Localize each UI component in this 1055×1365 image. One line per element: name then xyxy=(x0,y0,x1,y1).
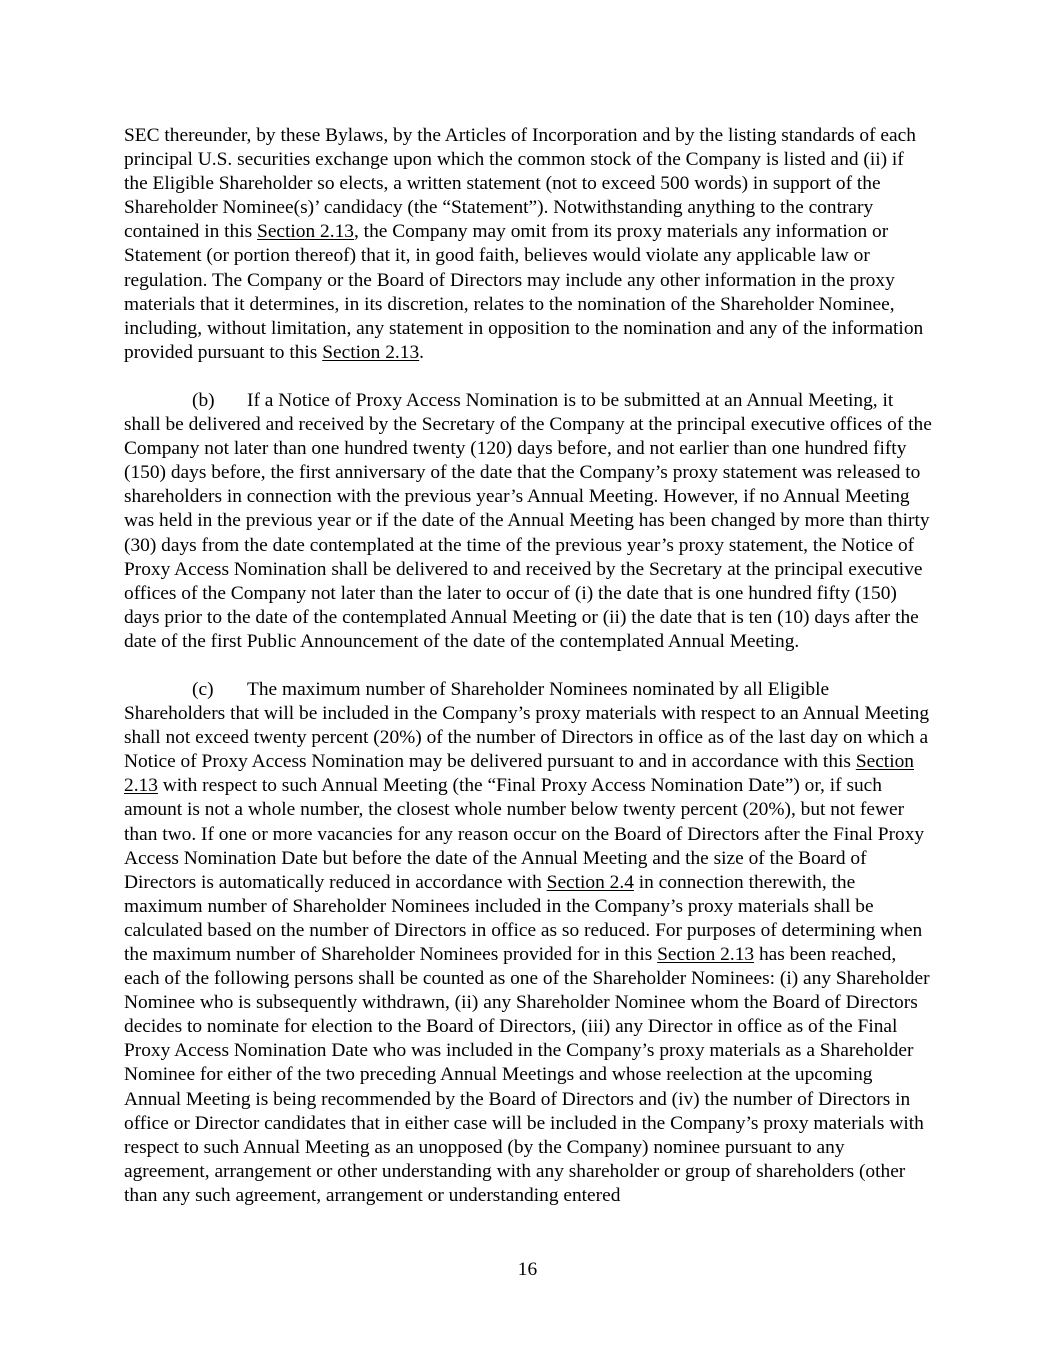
paragraph-marker: (b) xyxy=(192,389,215,411)
text-segment: , the Company may omit from its proxy materials any information or Statement (or portion thereof) that it, in good faith, believes would violate any applicable law or regulation. The Company or the Board of Directors may include any other information in the proxy materials that it determines, in its discretion, relates to the nomination of the Shareholder Nominee, including, without limitation, any statement in opposition to the nomination and any of the information provided pursuant to this xyxy=(124,221,924,363)
document-page xyxy=(124,124,932,1232)
text-segment: If a Notice of Proxy Access Nomination is to be submitted at an Annual Meeting, it shall be delivered and received by the Secretary of the Company at the principal executive offices of the Company not later than one hundred twenty (120) days before, and not earlier than one hundred fifty (150) days before, the first anniversary of the date that the Company’s proxy statement was released to shareholders in connection with the previous year’s Annual Meeting. However, if no Annual Meeting was held in the previous year or if the date of the Annual Meeting has been changed by more than thirty (30) days from the date contemplated at the time of the previous year’s proxy statement, the Notice of Proxy Access Nomination shall be delivered to and received by the Secretary at the principal executive offices of the Company not later than the later to occur of (i) the date that is one hundred fifty (150) days prior to the date of the contemplated Annual Meeting or (ii) the date that is ten (10) days after the date of the first Public Announcement of the date of the contemplated Annual Meeting. xyxy=(124,389,932,652)
text-segment: in connection therewith, the maximum number of Shareholder Nominees included in the Company’s proxy materials shall be calculated based on the number of Directors in office as so reduced. For purposes of determining when the maximum number of Shareholder Nominees provided for in this xyxy=(124,871,923,965)
section-reference: Section 2.13 xyxy=(322,341,420,363)
text-segment: SEC thereunder, by these Bylaws, by the Articles of Incorporation and by the listing standards of each principal U.S. securities exchange upon which the common stock of the Company is listed and (ii) if the Eligible Shareholder so elects, a written statement (not to exceed 500 words) in support of the Shareholder Nominee(s)’ candidacy (the “Statement”). Notwithstanding anything to the contrary contained in this xyxy=(124,125,916,243)
section-reference: Section 2.4 xyxy=(546,871,634,893)
paragraph-c xyxy=(124,678,932,1208)
paragraph-b xyxy=(124,389,932,654)
section-reference: Section 2.13 xyxy=(124,751,914,797)
page-number: 16 xyxy=(517,1259,538,1280)
section-reference: Section 2.13 xyxy=(657,944,755,965)
paragraph-continuation xyxy=(124,124,932,365)
section-reference: Section 2.13 xyxy=(257,221,354,243)
text-segment: has been reached, each of the following persons shall be counted as one of the Shareholder Nominees: (i) any Shareholder Nominee who is subsequently withdrawn, (ii) any Shareholder Nominee whom the Board of Directors decides to nominate for election to the Board of Directors, (iii) any Director in office as of the Final Proxy Access Nomination Date who was included in the Company’s proxy materials as a Shareholder Nominee for either of the two preceding Annual Meetings and whose reelection at the upcoming Annual Meeting is being recommended by the Board of Directors and (iv) the number of Directors in office or Director candidates that in either case will be included in the Company’s proxy materials with respect to such Annual Meeting as an unopposed (by the Company) nominee pursuant to any agreement, arrangement or other understanding with any shareholder or group of shareholders (other than any such agreement, arrangement or understanding entered xyxy=(124,944,930,1206)
text-segment: with respect to such Annual Meeting (the “Final Proxy Access Nomination Date”) or, if such amount is not a whole number, the closest whole number below twenty percent (20%), but not fewer than two. If one or more vacancies for any reason occur on the Board of Directors after the Final Proxy Access Nomination Date but before the date of the Annual Meeting and the size of the Board of Directors is automatically reduced in accordance with xyxy=(124,775,925,893)
paragraph-marker: (c) xyxy=(192,678,214,700)
text-segment: The maximum number of Shareholder Nominees nominated by all Eligible Shareholders that will be included in the Company’s proxy materials with respect to an Annual Meeting shall not exceed twenty percent (20%) of the number of Directors in office as of the last day on which a Notice of Proxy Access Nomination may be delivered pursuant to and in accordance with this xyxy=(124,678,930,773)
text-segment: . xyxy=(419,341,425,363)
